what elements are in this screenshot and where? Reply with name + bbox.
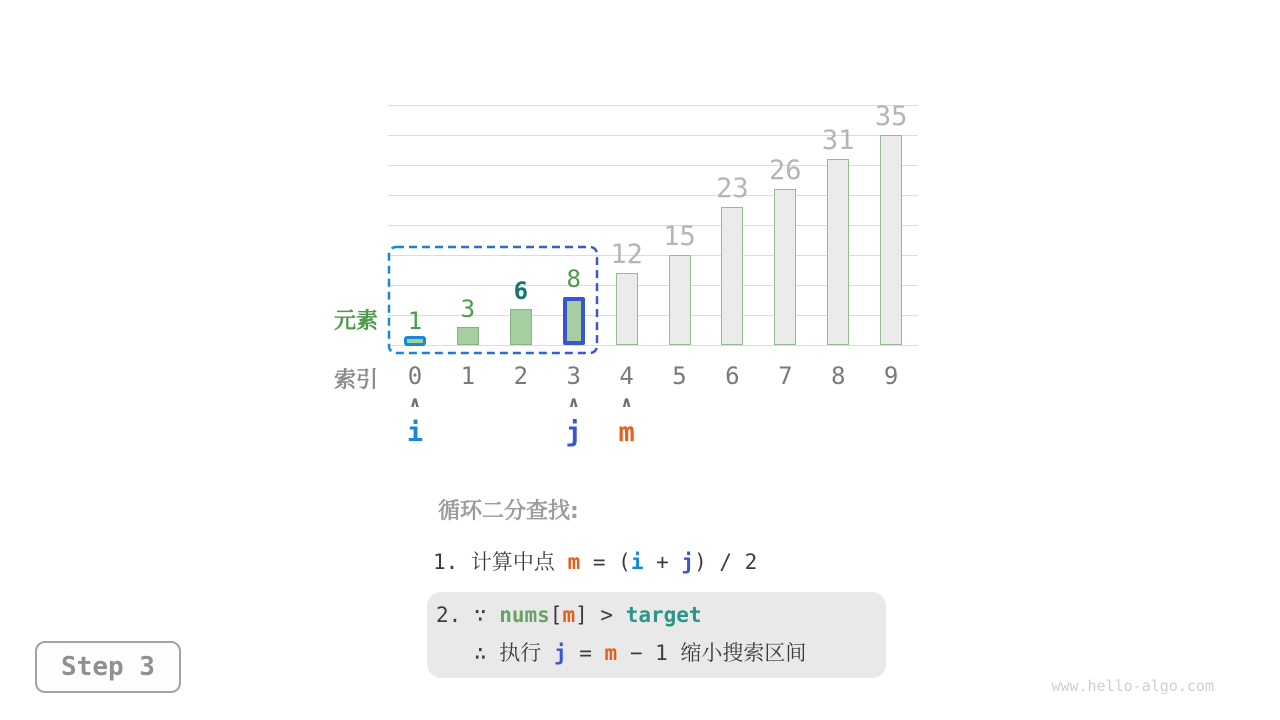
bar-value-label: 8 <box>566 265 581 293</box>
token-m: m <box>567 550 581 574</box>
caption-text: + <box>643 550 682 574</box>
pointer-label-j: j <box>565 417 582 448</box>
watermark-url: www.hello-algo.com <box>1051 677 1214 695</box>
bar-value-label: 6 <box>513 277 529 305</box>
element-row-label: 元素 <box>333 309 378 334</box>
caption-title: 循环二分查找: <box>438 499 579 524</box>
pointer-label-i: i <box>406 417 424 448</box>
token-j: j <box>681 550 695 574</box>
index-row-label: 索引 <box>333 368 378 393</box>
index-number: 3 <box>566 362 581 390</box>
index-number: 0 <box>407 362 423 390</box>
caption-text: ) / 2 <box>694 550 758 574</box>
token-m: m <box>604 641 618 665</box>
bar-value-label: 35 <box>874 101 908 132</box>
array-bar <box>774 189 796 345</box>
token-j: j <box>553 641 567 665</box>
index-number: 7 <box>778 362 793 390</box>
caption-text: = ( <box>580 550 631 574</box>
bar-value-label: 26 <box>769 155 802 186</box>
pointer-caret-icon: ∧ <box>408 393 422 411</box>
bar-value-label: 1 <box>407 307 423 335</box>
index-number: 8 <box>830 362 846 390</box>
caption-text: > <box>587 603 626 627</box>
bar-value-label: 12 <box>610 239 643 270</box>
token-m: m <box>562 603 576 627</box>
array-bar <box>721 207 743 345</box>
caption-step-2-condition <box>436 602 886 628</box>
caption-text: − 1 缩小搜索区间 <box>617 641 807 665</box>
index-number: 2 <box>513 362 529 390</box>
pointer-caret-icon: ∧ <box>567 393 580 411</box>
token-nums: nums <box>499 603 550 627</box>
bar-value-label: 23 <box>716 173 749 204</box>
caption-text: ] <box>575 603 588 627</box>
pointer-label-m: m <box>618 417 635 448</box>
caption-text: [ <box>549 603 563 627</box>
caption-step-2-action <box>474 640 886 666</box>
bar-value-label: 15 <box>663 221 696 252</box>
bar-value-label: 3 <box>460 295 476 323</box>
caption-text: 2. ∵ <box>436 603 500 627</box>
search-range-dashed-box <box>387 245 600 356</box>
index-number: 5 <box>672 362 687 390</box>
caption-text: 1. 计算中点 <box>433 550 568 574</box>
index-number: 6 <box>725 362 740 390</box>
index-number: 4 <box>619 362 634 390</box>
bar-value-label: 31 <box>821 125 855 156</box>
token-target: target <box>625 603 702 627</box>
index-number: 1 <box>460 362 476 390</box>
caption-text: = <box>566 641 605 665</box>
gridline <box>388 105 918 106</box>
step-badge: Step 3 <box>35 641 181 693</box>
current-step-highlight-box <box>427 592 886 678</box>
index-number: 9 <box>883 362 899 390</box>
token-i: i <box>630 550 644 574</box>
caption-text: ∴ 执行 <box>474 641 554 665</box>
array-bar <box>827 159 849 345</box>
array-bar <box>880 135 902 345</box>
pointer-caret-icon: ∧ <box>620 393 633 411</box>
caption-step-1 <box>433 549 757 575</box>
array-bar <box>616 273 638 345</box>
array-bar <box>669 255 691 345</box>
